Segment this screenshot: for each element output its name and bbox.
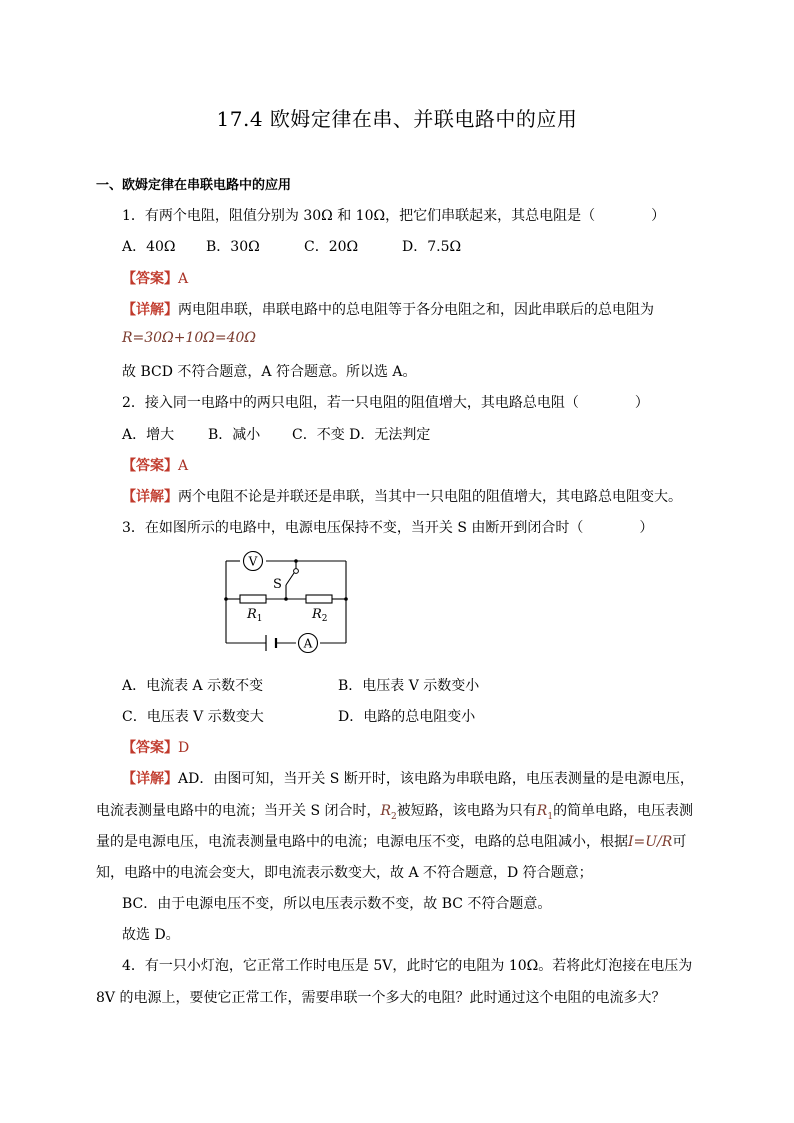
q3-option-a: A．电流表 A 示数不变: [122, 678, 264, 694]
r2-label: $R_2$: [312, 607, 328, 624]
q1-option-a: A．40Ω: [122, 239, 176, 255]
q3-detail-1: 【详解】AD．由图可知，当开关 S 断开时，该电路为串联电路，电压表测量的是电源电压，: [122, 771, 694, 787]
q1-option-d: D．7.5Ω: [402, 239, 462, 255]
q2-stem: 2．接入同一电路中的两只电阻，若一只电阻的阻值增大，其电路总电阻（ ）: [122, 395, 649, 411]
q3-detail-3: 量的是电源电压，电流表测量电路中的电流；电源电压不变，电路的总电阻减小，根据I=U/R可: [96, 834, 687, 850]
q3-detail-2: 电流表测量电路中的电流；当开关 S 闭合时，$R_2$被短路，该电路为只有$R_1$的简单电路，电压表测: [96, 803, 694, 822]
q4-line-2: 8V 的电源上，要使它正常工作，需要串联一个多大的电阻？此时通过这个电阻的电流多大？: [96, 990, 666, 1006]
q2-option-cd: C．不变 D．无法判定: [292, 427, 431, 443]
q1-formula: R=30Ω+10Ω=40Ω: [122, 330, 256, 346]
q1-option-c: C．20Ω: [304, 239, 359, 255]
q1-answer: 【答案】A: [122, 271, 189, 287]
q1-stem: 1．有两个电阻，阻值分别为 30Ω 和 10Ω，把它们串联起来，其总电阻是（ ）: [122, 208, 666, 224]
resistor-r2: [306, 595, 332, 603]
q3-stem: 3．在如图所示的电路中，电源电压保持不变，当开关 S 由断开到闭合时（ ）: [122, 520, 654, 536]
q2-options: [122, 424, 430, 444]
q3-option-b: B．电压表 V 示数变小: [338, 678, 480, 694]
q2-detail: 【详解】两个电阻不论是并联还是串联，当其中一只电阻的阻值增大，其电路总电阻变大。: [122, 489, 682, 505]
q3-detail-6: 故选 D。: [122, 927, 180, 943]
q3-option-d: D．电路的总电阻变小: [338, 709, 476, 725]
r1-label: $R_1$: [247, 607, 263, 624]
q2-option-b: B．减小: [208, 427, 261, 443]
section-heading: 一、欧姆定律在串联电路中的应用: [96, 178, 292, 193]
q3-options-ab: [122, 675, 479, 695]
q2-option-a: A．增大: [122, 427, 175, 443]
q2-answer: 【答案】A: [122, 458, 189, 474]
q3-answer: 【答案】D: [122, 740, 190, 756]
q3-options-cd: [122, 706, 475, 726]
resistor-r1: [240, 595, 266, 603]
switch-label: S: [273, 577, 282, 592]
ammeter-label: A: [303, 636, 313, 651]
page-title: 17.4 欧姆定律在串、并联电路中的应用: [216, 107, 578, 131]
voltmeter-label: V: [248, 554, 258, 569]
q3-detail-4: 知，电路中的电流会变大，即电流表示数变大，故 A 不符合题意，D 符合题意；: [96, 865, 593, 881]
q3-detail-5: BC．由于电源电压不变，所以电压表示数不变，故 BC 不符合题意。: [122, 896, 552, 912]
circuit-diagram: [216, 547, 350, 659]
q1-conclusion: 故 BCD 不符合题意，A 符合题意。所以选 A。: [122, 364, 417, 380]
q1-options: [122, 236, 461, 256]
q1-option-b: B．30Ω: [206, 239, 260, 255]
q3-option-c: C．电压表 V 示数变大: [122, 709, 264, 725]
q1-detail: 【详解】两电阻串联，串联电路中的总电阻等于各分电阻之和，因此串联后的总电阻为: [122, 302, 654, 318]
q4-line-1: 4．有一只小灯泡，它正常工作时电压是 5V，此时它的电阻为 10Ω。若将此灯泡接在电压为: [122, 958, 693, 974]
